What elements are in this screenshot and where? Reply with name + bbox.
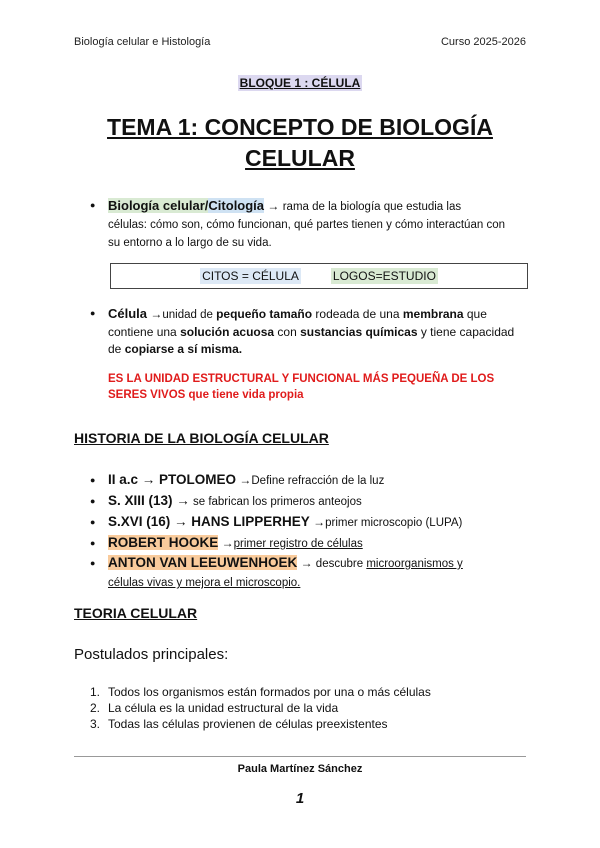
history-item-text: primer registro de células [233,538,363,550]
text-span: que [463,307,487,321]
header-course-name: Biología celular e Histología [74,36,211,48]
section-heading-teoria: TEORIA CELULAR [74,605,198,621]
definition-text-line-3: su entorno a lo largo de su vida. [108,237,272,249]
definition-list-1 [90,197,530,252]
history-item [90,554,530,592]
postulates-list [90,684,530,732]
footer-author: Paula Martínez Sánchez [237,763,363,775]
page-title [60,112,540,174]
history-item-title: ANTON VAN LEEUWENHOEK [108,555,298,570]
history-item [90,533,530,554]
section-heading-historia: HISTORIA DE LA BIOLOGÍA CELULAR [74,430,329,446]
etymology-box [110,263,528,289]
postulate-number: 3. [90,717,101,731]
definition-celula [90,305,530,358]
arrow: → [264,199,280,213]
text-span: contiene una [108,325,181,339]
postulate-item [90,716,530,732]
arrow: → [309,515,326,529]
bold-span: pequeño tamaño [216,307,313,321]
page-header [74,36,526,48]
etymology-logos: LOGOS=ESTUDIO [332,269,436,283]
definition-biologia-celular [90,197,530,252]
text-span: con [274,325,301,339]
history-item-text: primer microscopio (LUPA) [325,517,463,529]
postulate-text: Todas las células provienen de células preexistentes [108,717,388,731]
block-label [0,74,600,92]
definition-text-line-1: rama de la biología que estudia las [282,201,462,213]
arrow: → [218,536,234,550]
history-item-title: S. XIII (13) → [108,493,190,508]
header-course-year: Curso 2025-2026 [440,36,526,48]
title-line-2: CELULAR [245,145,355,171]
key-statement [108,371,528,403]
history-item-title: S.XVI (16) → HANS LIPPERHEY [108,514,310,529]
title-line-1: TEMA 1: CONCEPTO DE BIOLOGÍA [107,114,493,140]
arrow: → [236,473,252,487]
bold-span: membrana [402,307,464,321]
arrow: → [147,307,163,321]
postulate-item [90,700,530,716]
postulate-text: Todos los organismos están formados por una o más células [108,685,431,699]
bold-span: sustancias químicas [300,325,418,339]
definition-list-2 [90,305,530,358]
postulate-text: La célula es la unidad estructural de la vida [108,701,339,715]
definition-text-line-2: células: cómo son, cómo funcionan, qué partes tienen y cómo interactúan con [108,219,505,231]
history-item-text: células vivas y mejora el microscopio. [108,577,301,589]
block-label-text: BLOQUE 1 : CÉLULA [239,76,361,90]
postulate-item [90,684,530,700]
history-item-text: se fabrican los primeros anteojos [189,496,362,508]
term-citologia: Citología [208,198,265,213]
postulados-subheading: Postulados principales: [74,646,229,663]
history-item-title: ROBERT HOOKE [108,535,219,550]
text-span: de [108,342,125,356]
footer-divider [74,756,526,757]
history-item-title: II a.c → PTOLOMEO [108,472,237,487]
postulate-number: 1. [90,685,101,699]
etymology-citos: CITOS = CÉLULA [202,269,299,283]
history-item [90,491,530,512]
term-celula: Célula [108,306,148,321]
key-statement-line-2: SERES VIVOS que tiene vida propia [108,389,304,401]
history-item [90,512,530,533]
arrow: → [297,556,313,570]
key-statement-line-1: ES LA UNIDAD ESTRUCTURAL Y FUNCIONAL MÁS PEQUEÑA DE LOS [108,373,495,385]
history-list [90,470,530,592]
history-item-text: microorganismos y [366,558,463,570]
bold-span: solución acuosa [180,325,275,339]
history-item-text: Define refracción de la luz [251,475,385,487]
page-number: 1 [295,790,305,807]
history-item-text: descubre [312,558,367,570]
bold-span: copiarse a sí misma. [124,342,243,356]
history-item [90,470,530,491]
text-span: rodeada de una [312,307,403,321]
text-span: y tiene capacidad [417,325,515,339]
text-span: unidad de [162,309,217,321]
term-biologia-celular: Biología celular/ [108,198,209,213]
postulate-number: 2. [90,701,101,715]
